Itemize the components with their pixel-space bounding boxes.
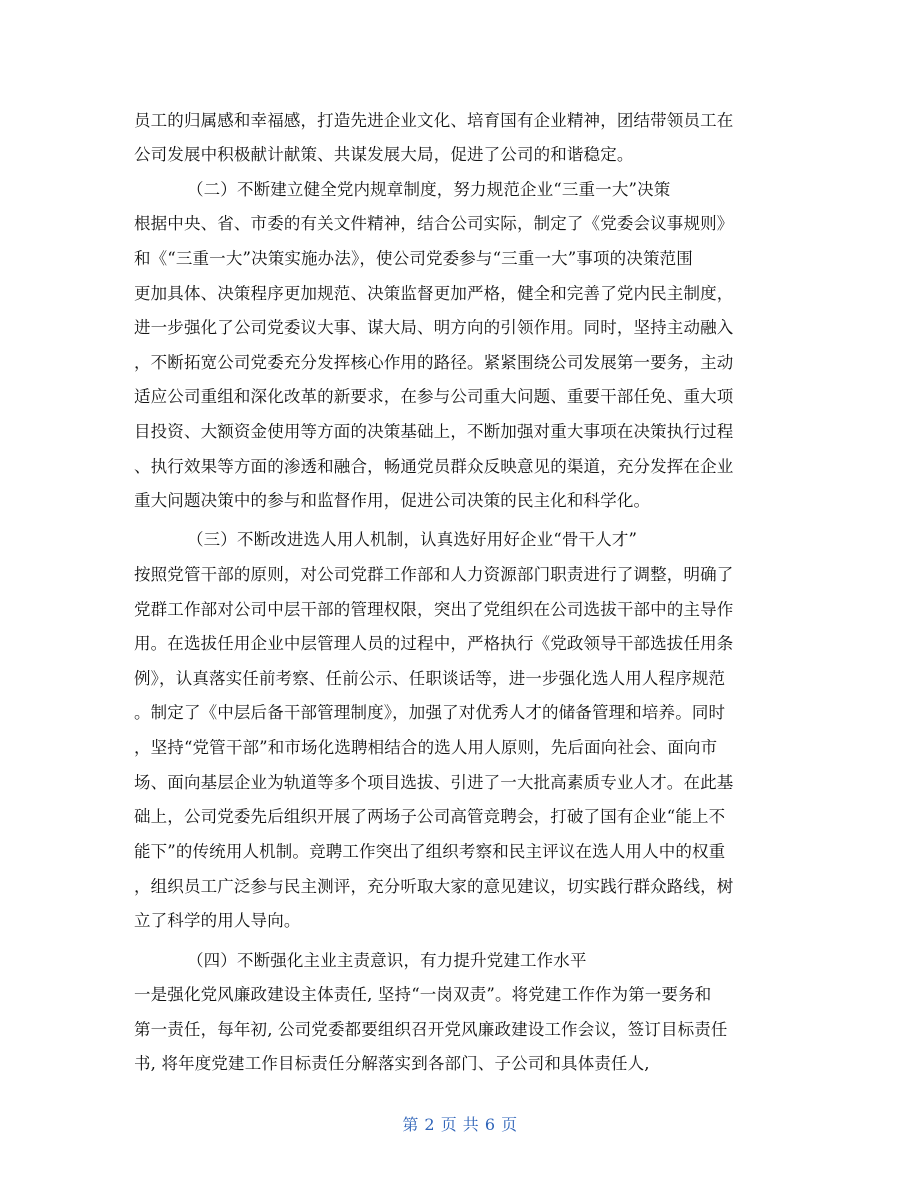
page-number-footer: 第 2 页 共 6 页 [402,1115,518,1134]
text-line: 党群工作部对公司中层干部的管理权限，突出了党组织在公司选拔干部中的主导作 [134,600,734,619]
text-line: 一是强化党风廉政建设主体责任, 坚持“一岗双责”。将党建工作作为第一要务和 [134,985,712,1004]
text-line: 第一责任，每年初, 公司党委都要组织召开党风廉政建设工作会议，签订目标责任 [134,1020,728,1039]
text-line: 例》，认真落实任前考察、任前公示、任职谈话等，进一步强化选人用人程序规范 [134,669,726,688]
text-line: ，组织员工广泛参与民主测评，充分听取大家的意见建议，切实践行群众路线，树 [134,877,734,896]
text-line: 目投资、大额资金使用等方面的决策基础上，不断加强对重大事项在决策执行过程 [134,422,734,441]
text-line: 适应公司重组和深化改革的新要求，在参与公司重大问题、重要干部任免、重大项 [134,387,734,406]
section-heading-3: （三）不断改进选人用人机制，认真选好用好企业“骨干人才” [187,530,638,549]
text-line: 公司发展中积极献计献策、共谋发展大局，促进了公司的和谐稳定。 [134,145,634,164]
text-line: 、执行效果等方面的渗透和融合，畅通党员群众反映意见的渠道，充分发挥在企业 [134,457,734,476]
text-line: ，不断拓宽公司党委充分发挥核心作用的路径。紧紧围绕公司发展第一要务，主动 [134,353,734,372]
section-heading-2: （二）不断建立健全党内规章制度，努力规范企业“三重一大”决策 [187,180,671,199]
text-line: ，坚持“党管干部”和市场化选聘相结合的选人用人原则，先后面向社会、面向市 [134,738,718,757]
text-line: 员工的归属感和幸福感，打造先进企业文化、培育国有企业精神，团结带领员工在 [134,111,734,130]
text-line: 场、面向基层企业为轨道等多个项目选拔、引进了一大批高素质专业人才。在此基 [134,773,734,792]
text-line: 书, 将年度党建工作目标责任分解落实到各部门、子公司和具体责任人, [134,1054,650,1073]
text-line: 础上，公司党委先后组织开展了两场子公司高管竞聘会，打破了国有企业“能上不 [134,807,726,826]
text-line: 根据中央、省、市委的有关文件精神，结合公司实际，制定了《党委会议事规则》 [134,214,734,233]
text-line: 进一步强化了公司党委议大事、谋大局、明方向的引领作用。同时，坚持主动融入 [134,318,734,337]
text-line: 和《“三重一大”决策实施办法》，使公司党委参与“三重一大”事项的决策范围 [134,249,693,268]
section-heading-4: （四）不断强化主业主责意识，有力提升党建工作水平 [187,951,587,970]
text-line: 重大问题决策中的参与和监督作用，促进公司决策的民主化和科学化。 [134,491,651,510]
text-line: 。制定了《中层后备干部管理制度》，加强了对优秀人才的储备管理和培养。同时 [134,703,726,722]
text-line: 更加具体、决策程序更加规范、决策监督更加严格，健全和完善了党内民主制度， [134,284,734,303]
text-line: 用。在选拔任用企业中层管理人员的过程中，严格执行《党政领导干部选拔任用条 [134,634,734,653]
text-line: 立了科学的用人导向。 [134,911,301,930]
text-line: 能下”的传统用人机制。竞聘工作突出了组织考察和民主评议在选人用人中的权重 [134,842,726,861]
text-line: 按照党管干部的原则，对公司党群工作部和人力资源部门职责进行了调整，明确了 [134,565,734,584]
